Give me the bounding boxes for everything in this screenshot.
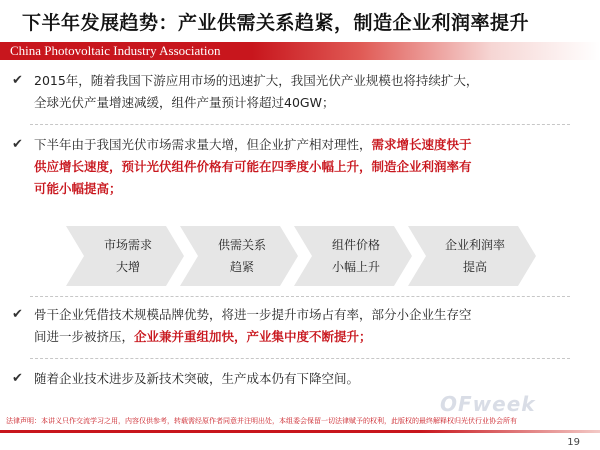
divider: [30, 124, 570, 125]
bullet-1-line-2: 全球光伏产量增速减缓，组件产量预计将超过40GW；: [34, 95, 335, 110]
bullet-item-3: [12, 304, 564, 348]
bullet-2-text: 下半年由于我国光伏市场需求量大增，但企业扩产相对理性，: [34, 137, 372, 152]
flow-step-3-line-2: 小幅上升: [331, 260, 380, 274]
flow-step-4-line-2: 提高: [462, 260, 487, 274]
bullet-2-line-3: 可能小幅提高；: [34, 181, 122, 196]
flow-step-1: [80, 226, 176, 286]
flow-step-3-line-1: 组件价格: [331, 238, 380, 252]
bullet-3-highlight: 企业兼并重组加快，产业集中度不断提升；: [134, 329, 372, 344]
divider: [30, 296, 570, 297]
footer-rule: [0, 430, 600, 433]
flow-step-2: [194, 226, 290, 286]
bullet-4-line-1: 随着企业技术进步及新技术突破，生产成本仍有下降空间。: [34, 371, 360, 386]
flow-step-2-line-1: 供需关系: [217, 238, 266, 252]
flow-step-4: [422, 226, 528, 286]
check-icon: ✔: [12, 307, 23, 322]
bullet-1-line-1: 2015年，随着我国下游应用市场的迅速扩大，我国光伏产业规模也将持续扩大，: [34, 73, 479, 88]
association-name: China Photovoltaic Industry Association: [10, 43, 221, 58]
bullet-3-line-1: 骨干企业凭借技术规模品牌优势，将进一步提升市场占有率，部分小企业生存空: [34, 307, 472, 322]
divider: [30, 358, 570, 359]
flow-step-1-line-1: 市场需求: [103, 238, 152, 252]
check-icon: ✔: [12, 371, 23, 386]
bullet-3-line-2: [34, 326, 564, 348]
flow-step-3: [308, 226, 404, 286]
check-icon: ✔: [12, 137, 23, 152]
flow-step-1-line-2: 大增: [115, 260, 140, 274]
page-number: 19: [567, 437, 580, 448]
check-icon: ✔: [12, 73, 23, 88]
bullet-2-highlight: 需求增长速度快于: [371, 137, 472, 152]
bullet-2-line-2: 供应增长速度，预计光伏组件价格有可能在四季度小幅上升，制造企业利润率有: [34, 159, 472, 174]
watermark-logo: OFweek: [440, 392, 536, 416]
bullet-item-2: [12, 134, 564, 200]
association-banner: [0, 42, 600, 60]
bullet-3-text: 间进一步被挤压，: [34, 329, 135, 344]
bullet-item-4: [12, 368, 564, 390]
legal-notice: 法律声明：本讲义只作交流学习之用，内容仅供参考，转载需经原作者同意并注明出处，本组委会保留一切法律赋予的权利，此版权的最终解释权归光伏行业协会所有: [6, 417, 517, 425]
bullet-2-line-1: [34, 134, 564, 156]
flow-diagram: [66, 226, 536, 286]
flow-step-2-line-2: 趋紧: [229, 260, 254, 274]
page-title: 下半年发展趋势：产业供需关系趋紧，制造企业利润率提升: [22, 12, 530, 34]
flow-step-4-line-1: 企业利润率: [444, 238, 505, 252]
bullet-item-1: [12, 70, 564, 114]
